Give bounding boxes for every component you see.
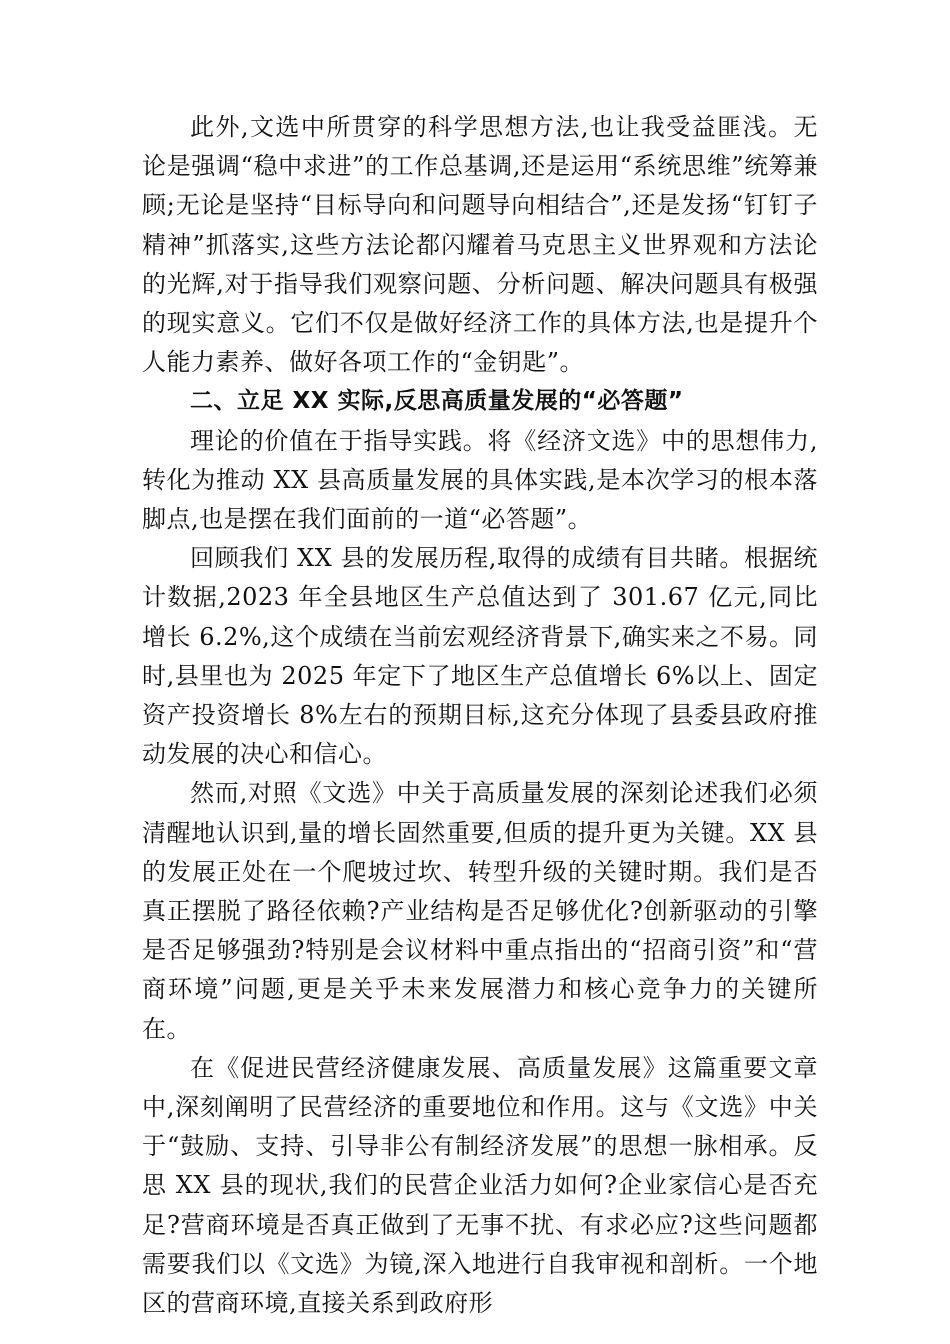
paragraph-development-review: 回顾我们 XX 县的发展历程,取得的成绩有目共睹。根据统计数据,2023 年全县地区生产总值达到了 301.67 亿元,同比增长 6.2%,这个成绩在当前宏观经济背景下,确实来之不易。同时,县里也为 2025 年定下了地区生产总值增长 6%以上、固定资产投资增长 8%左右的预期目标,这充分体现了县委县政府推动发展的决心和信心。: [142, 544, 818, 769]
paragraph-theory-practice: 理论的价值在于指导实践。将《经济文选》中的思想伟力,转化为推动 XX 县高质量发展的具体实践,是本次学习的根本落脚点,也是摆在我们面前的一道“必答题”。: [142, 426, 818, 534]
section-heading-2: 二、立足 XX 实际,反思高质量发展的“必答题”: [190, 388, 684, 415]
paragraph-methods: 此外,文选中所贯穿的科学思想方法,也让我受益匪浅。无论是强调“稳中求进”的工作总基调,还是运用“系统思维”统筹兼顾;无论是坚持“目标导向和问题导向相结合”,还是发扬“钉钉子精神”抓落实,这些方法论都闪耀着马克思主义世界观和方法论的光辉,对于指导我们观察问题、分析问题、解决问题具有极强的现实意义。它们不仅是做好经济工作的具体方法,也是提升个人能力素养、做好各项工作的“金钥匙”。: [142, 113, 818, 377]
document-body: [142, 108, 818, 1323]
paragraph-quality-reflection: 然而,对照《文选》中关于高质量发展的深刻论述我们必须清醒地认识到,量的增长固然重要,但质的提升更为关键。XX 县的发展正处在一个爬坡过坎、转型升级的关键时期。我们是否真正摆脱了路径依赖?产业结构是否足够优化?创新驱动的引擎是否足够强劲?特别是会议材料中重点指出的“招商引资”和“营商环境”问题,更是关乎未来发展潜力和核心竞争力的关键所在。: [142, 779, 818, 1043]
paragraph-private-economy: 在《促进民营经济健康发展、高质量发展》这篇重要文章中,深刻阐明了民营经济的重要地位和作用。这与《文选》中关于“鼓励、支持、引导非公有制经济发展”的思想一脉相承。反思 XX 县的现状,我们的民营企业活力如何?企业家信心是否充足?营商环境是否真正做到了无事不扰、有求必应?这些问题都需要我们以《文选》为镜,深入地进行自我审视和剖析。一个地区的营商环境,直接关系到政府形: [142, 1053, 818, 1318]
